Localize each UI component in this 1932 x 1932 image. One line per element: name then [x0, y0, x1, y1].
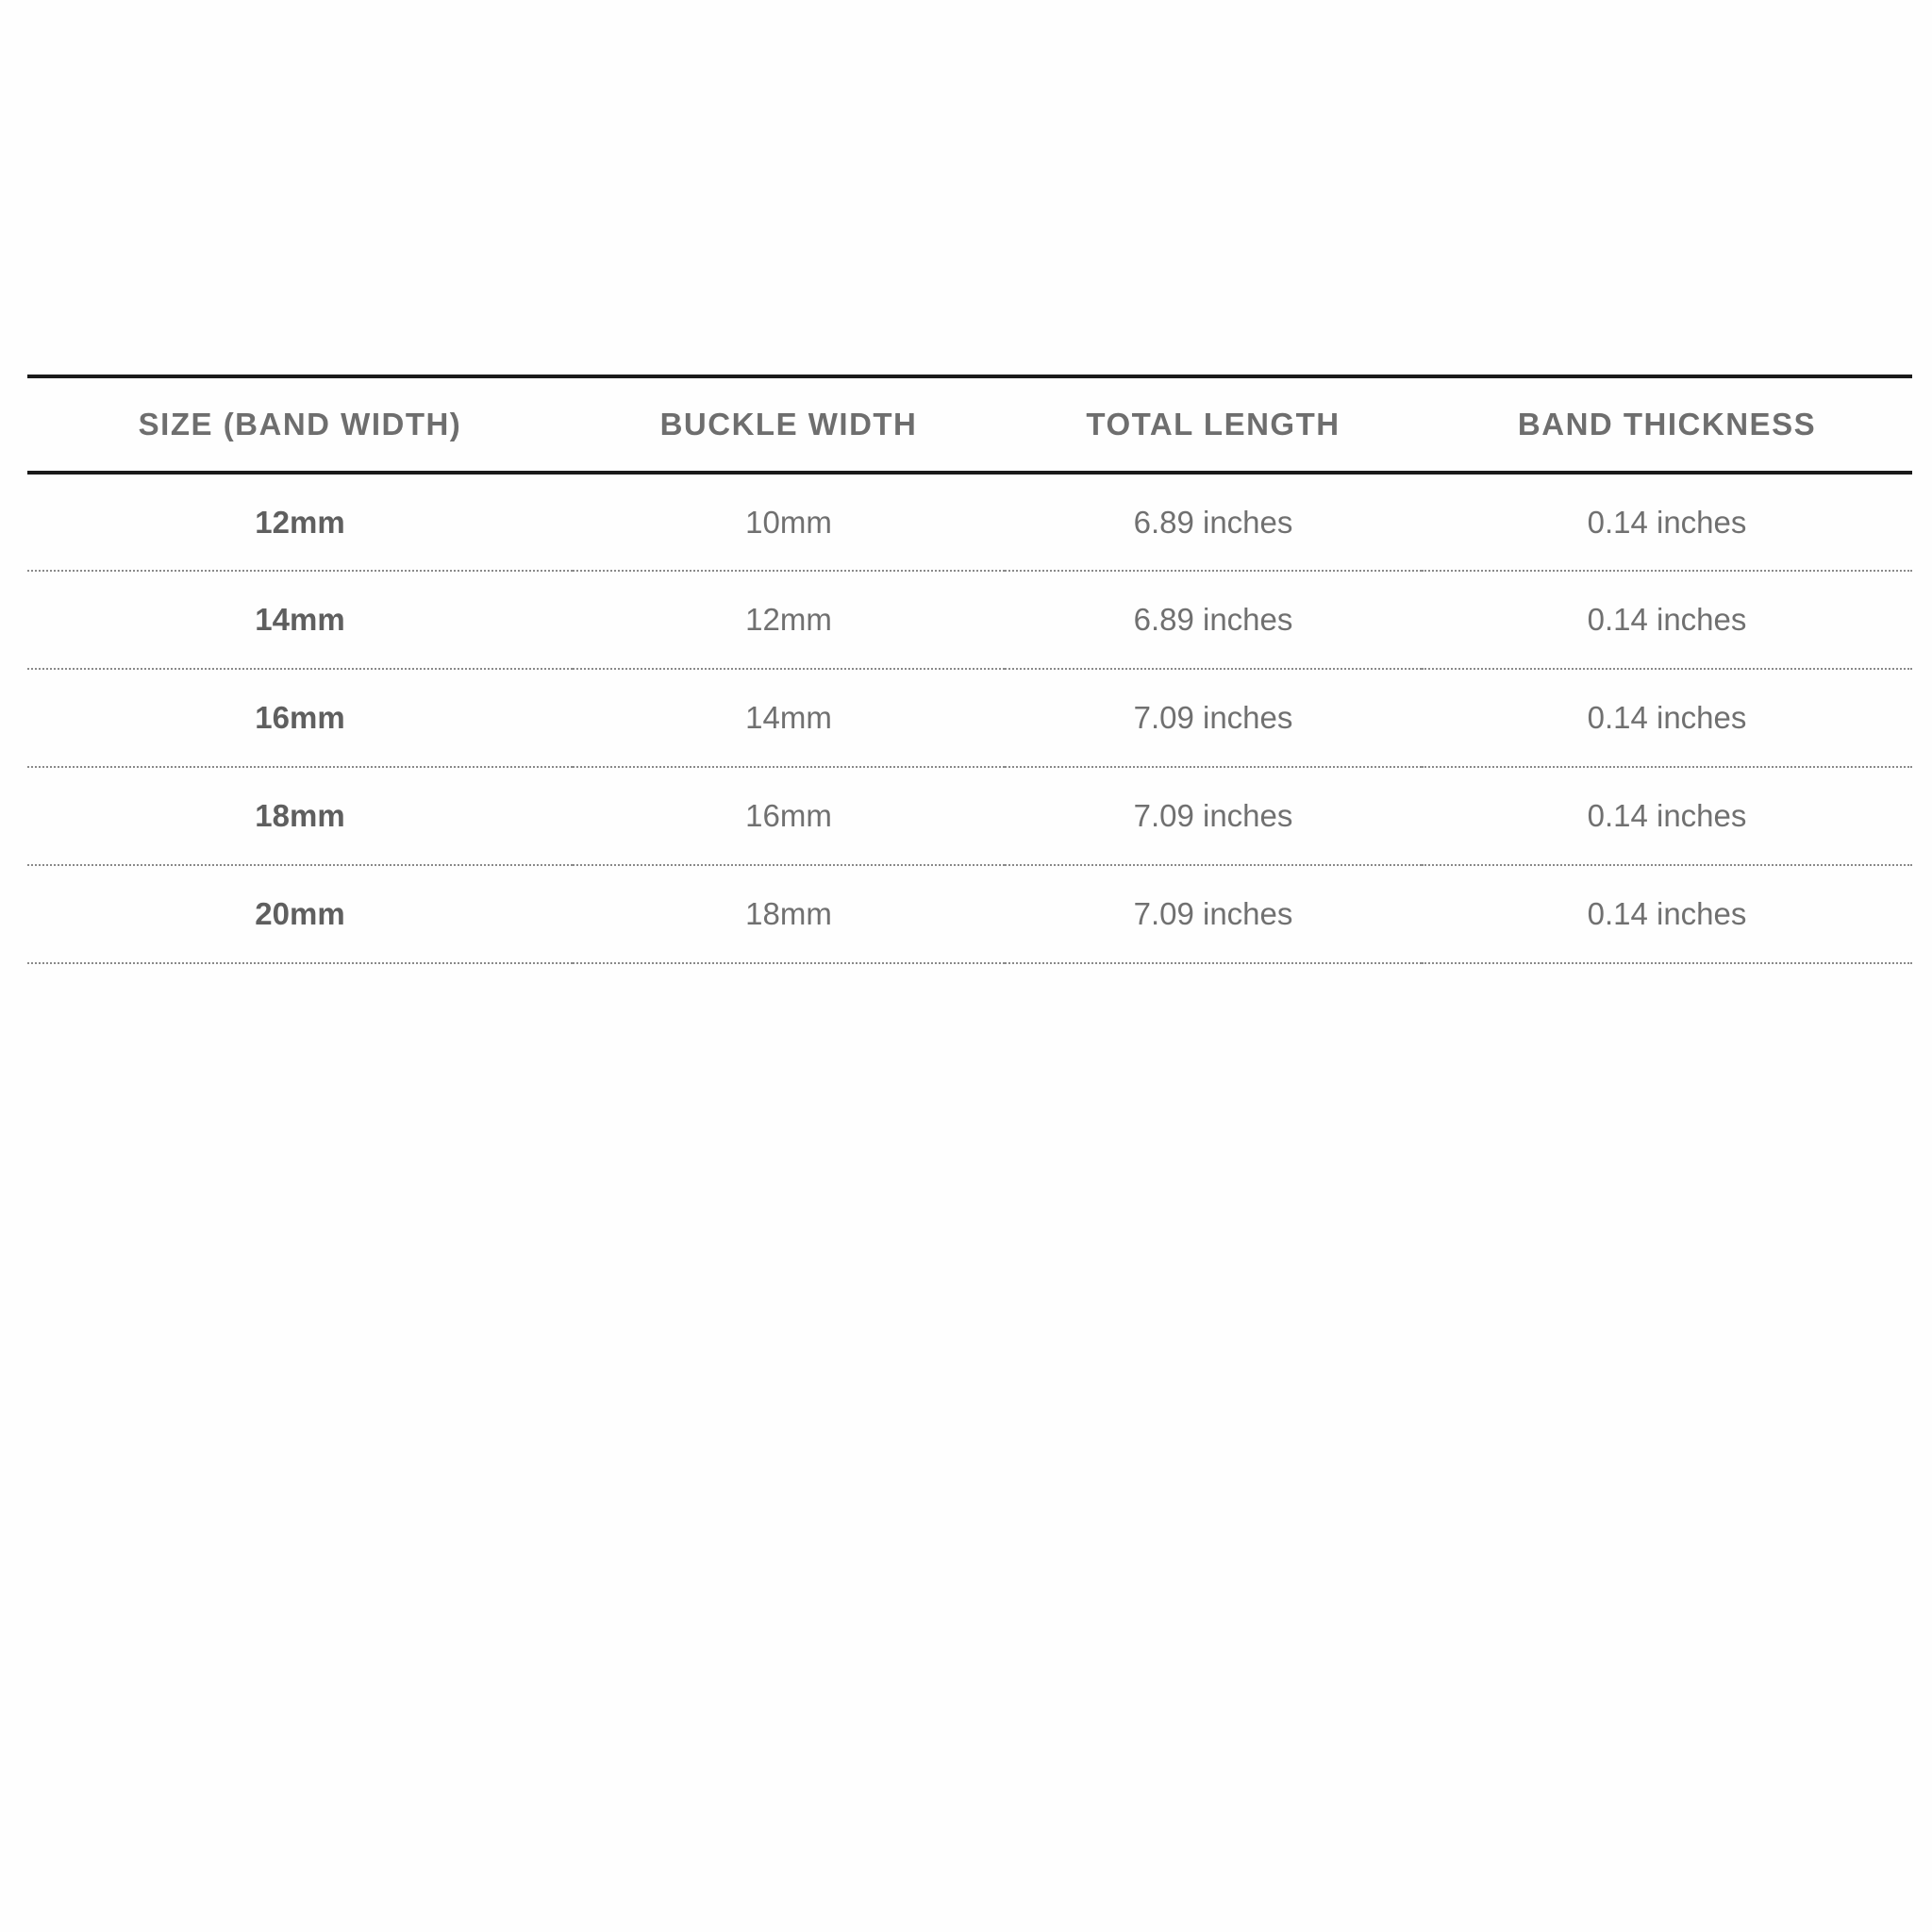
band-thickness-cell: 0.14 inches: [1587, 798, 1747, 833]
buckle-width-cell: 14mm: [745, 700, 832, 735]
header-row: [27, 376, 1912, 473]
band-thickness-cell: 0.14 inches: [1587, 700, 1747, 735]
table-row: [27, 865, 1912, 963]
buckle-width-cell: 10mm: [745, 504, 832, 540]
total-length-cell: 7.09 inches: [1133, 798, 1293, 833]
table-header: [27, 376, 1912, 473]
size-chart-table: [27, 375, 1912, 964]
header-size-band-width: SIZE (BAND WIDTH): [138, 407, 462, 441]
table-row: [27, 767, 1912, 865]
size-cell: 14mm: [255, 602, 345, 637]
buckle-width-cell: 18mm: [745, 896, 832, 931]
size-cell: 18mm: [255, 798, 345, 833]
total-length-cell: 6.89 inches: [1133, 602, 1293, 637]
total-length-cell: 6.89 inches: [1133, 504, 1293, 540]
table-row: [27, 669, 1912, 767]
header-buckle-width: BUCKLE WIDTH: [659, 407, 918, 441]
total-length-cell: 7.09 inches: [1133, 896, 1293, 931]
size-cell: 20mm: [255, 896, 345, 931]
table-body: [27, 473, 1912, 963]
band-thickness-cell: 0.14 inches: [1587, 896, 1747, 931]
buckle-width-cell: 16mm: [745, 798, 832, 833]
buckle-width-cell: 12mm: [745, 602, 832, 637]
total-length-cell: 7.09 inches: [1133, 700, 1293, 735]
header-band-thickness: BAND THICKNESS: [1517, 407, 1817, 441]
band-thickness-cell: 0.14 inches: [1587, 504, 1747, 540]
table-row: [27, 473, 1912, 571]
header-total-length: TOTAL LENGTH: [1086, 407, 1341, 441]
band-thickness-cell: 0.14 inches: [1587, 602, 1747, 637]
table-row: [27, 571, 1912, 669]
size-cell: 16mm: [255, 700, 345, 735]
size-cell: 12mm: [255, 504, 345, 540]
